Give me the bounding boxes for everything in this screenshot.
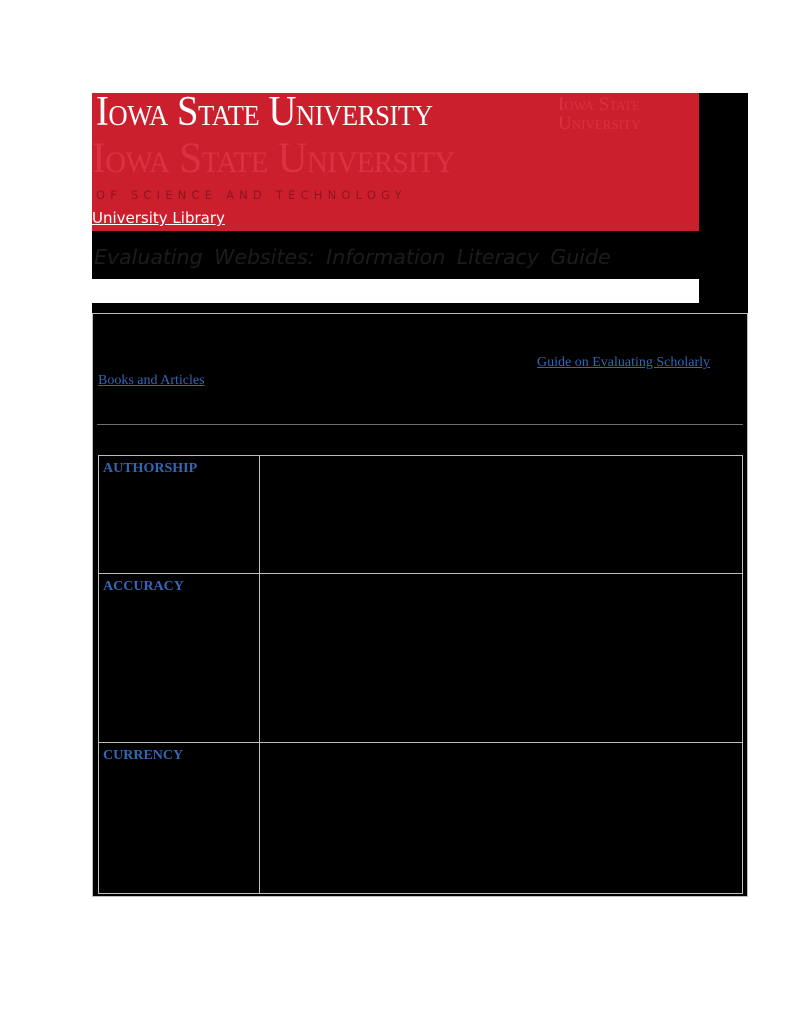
criteria-row-accuracy [99, 573, 742, 742]
header-side-strip [699, 93, 748, 231]
criteria-table [98, 455, 743, 894]
page-title: Evaluating Websites: Information Literacy Guide [94, 245, 611, 269]
column-divider [259, 574, 260, 742]
column-divider [259, 743, 260, 893]
column-divider [259, 456, 260, 573]
scholarly-guide-link[interactable]: Guide on Evaluating Scholarly [537, 355, 711, 370]
intro-section [93, 314, 747, 424]
university-tagline: OF SCIENCE AND TECHNOLOGY [96, 188, 407, 202]
wordmark-small-line2: University [558, 113, 641, 134]
intro-divider [97, 424, 743, 425]
criteria-row-authorship [99, 456, 742, 573]
wordmark-small-line1: Iowa State [558, 94, 640, 115]
university-wordmark-ghost: Iowa State University [92, 135, 455, 182]
title-underline-band [92, 279, 699, 303]
criteria-label-authorship: AUTHORSHIP [103, 461, 198, 476]
title-band-side-strip [699, 279, 748, 303]
criteria-label-accuracy: ACCURACY [103, 579, 184, 594]
university-wordmark-small [558, 95, 640, 133]
university-header [92, 93, 699, 231]
university-wordmark: Iowa State University [96, 93, 433, 135]
band-gap [92, 303, 748, 313]
criteria-label-currency: CURRENCY [103, 748, 184, 763]
university-library-link[interactable]: University Library [92, 209, 225, 227]
criteria-row-currency [99, 742, 742, 893]
content-box [92, 313, 748, 897]
books-articles-link[interactable]: Books and Articles [98, 373, 205, 388]
title-bar [92, 231, 748, 279]
